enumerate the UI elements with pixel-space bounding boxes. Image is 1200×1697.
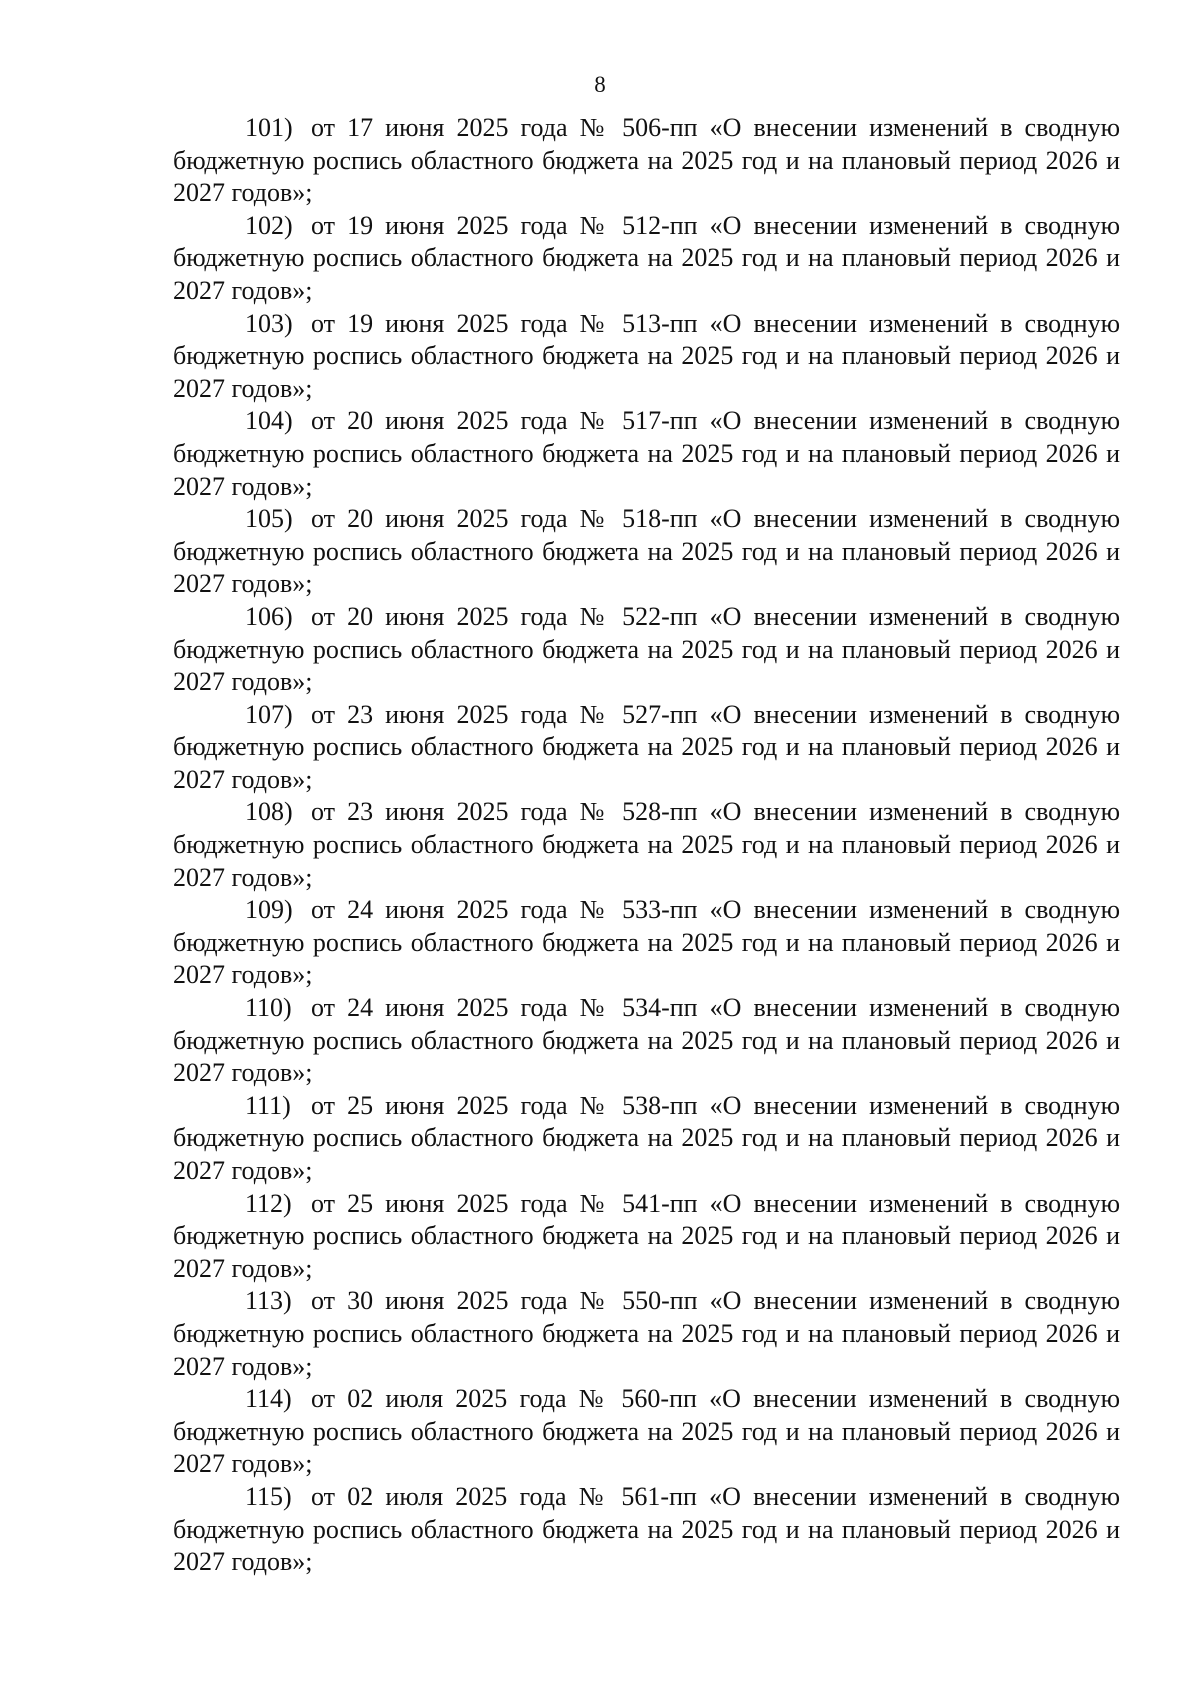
list-item	[173, 1090, 1120, 1188]
list-item	[173, 796, 1120, 894]
page-number: 8	[594, 72, 606, 97]
item-number: 106)	[245, 601, 293, 631]
list-item	[173, 1481, 1120, 1579]
list-item	[173, 992, 1120, 1090]
list-item	[173, 1188, 1120, 1286]
item-number: 114)	[245, 1384, 292, 1414]
item-number: 103)	[245, 308, 293, 338]
item-number: 111)	[245, 1090, 291, 1120]
item-text: от 17 июня 2025 года № 506-пп «О внесении изменений в сводную бюджетную роспись областного бюджета на 2025 год и на плановый период 2026 и 2027 годов»;	[173, 113, 1120, 208]
item-text: от 25 июня 2025 года № 538-пп «О внесении изменений в сводную бюджетную роспись областного бюджета на 2025 год и на плановый период 2026 и 2027 годов»;	[173, 1090, 1120, 1185]
list-item	[173, 405, 1120, 503]
list-item	[173, 1383, 1120, 1481]
item-text: от 19 июня 2025 года № 513-пп «О внесении изменений в сводную бюджетную роспись областного бюджета на 2025 год и на плановый период 2026 и 2027 годов»;	[173, 308, 1120, 403]
item-number: 112)	[245, 1188, 292, 1218]
item-number: 110)	[245, 993, 292, 1023]
item-text: от 24 июня 2025 года № 533-пп «О внесении изменений в сводную бюджетную роспись областного бюджета на 2025 год и на плановый период 2026 и 2027 годов»;	[173, 895, 1120, 990]
item-text: от 02 июля 2025 года № 560-пп «О внесении изменений в сводную бюджетную роспись областного бюджета на 2025 год и на плановый период 2026 и 2027 годов»;	[173, 1384, 1120, 1479]
item-number: 107)	[245, 699, 293, 729]
item-text: от 02 июля 2025 года № 561-пп «О внесении изменений в сводную бюджетную роспись областного бюджета на 2025 год и на плановый период 2026 и 2027 годов»;	[173, 1481, 1120, 1577]
item-text: от 23 июня 2025 года № 527-пп «О внесении изменений в сводную бюджетную роспись областного бюджета на 2025 год и на плановый период 2026 и 2027 годов»;	[173, 699, 1120, 794]
item-number: 115)	[245, 1481, 292, 1511]
list-item	[173, 1285, 1120, 1383]
list-item	[173, 210, 1120, 308]
list-item	[173, 601, 1120, 699]
list-item	[173, 308, 1120, 406]
list-item	[173, 699, 1120, 797]
item-number: 113)	[245, 1286, 292, 1316]
item-text: от 20 июня 2025 года № 517-пп «О внесении изменений в сводную бюджетную роспись областного бюджета на 2025 год и на плановый период 2026 и 2027 годов»;	[173, 406, 1120, 501]
list-item	[173, 112, 1120, 210]
item-text: от 20 июня 2025 года № 522-пп «О внесении изменений в сводную бюджетную роспись областного бюджета на 2025 год и на плановый период 2026 и 2027 годов»;	[173, 601, 1120, 697]
item-text: от 24 июня 2025 года № 534-пп «О внесении изменений в сводную бюджетную роспись областного бюджета на 2025 год и на плановый период 2026 и 2027 годов»;	[173, 993, 1120, 1088]
item-text: от 20 июня 2025 года № 518-пп «О внесении изменений в сводную бюджетную роспись областного бюджета на 2025 год и на плановый период 2026 и 2027 годов»;	[173, 504, 1120, 599]
entry-list	[173, 112, 1120, 1579]
item-number: 102)	[245, 210, 293, 240]
list-item	[173, 894, 1120, 992]
item-number: 109)	[245, 895, 293, 925]
item-number: 101)	[245, 113, 293, 142]
item-number: 104)	[245, 406, 293, 436]
item-text: от 19 июня 2025 года № 512-пп «О внесении изменений в сводную бюджетную роспись областного бюджета на 2025 год и на плановый период 2026 и 2027 годов»;	[173, 210, 1120, 305]
item-text: от 30 июня 2025 года № 550-пп «О внесении изменений в сводную бюджетную роспись областного бюджета на 2025 год и на плановый период 2026 и 2027 годов»;	[173, 1286, 1120, 1381]
list-item	[173, 503, 1120, 601]
item-text: от 25 июня 2025 года № 541-пп «О внесении изменений в сводную бюджетную роспись областного бюджета на 2025 год и на плановый период 2026 и 2027 годов»;	[173, 1188, 1120, 1283]
item-number: 108)	[245, 797, 293, 827]
item-number: 105)	[245, 504, 293, 534]
item-text: от 23 июня 2025 года № 528-пп «О внесении изменений в сводную бюджетную роспись областного бюджета на 2025 год и на плановый период 2026 и 2027 годов»;	[173, 797, 1120, 892]
